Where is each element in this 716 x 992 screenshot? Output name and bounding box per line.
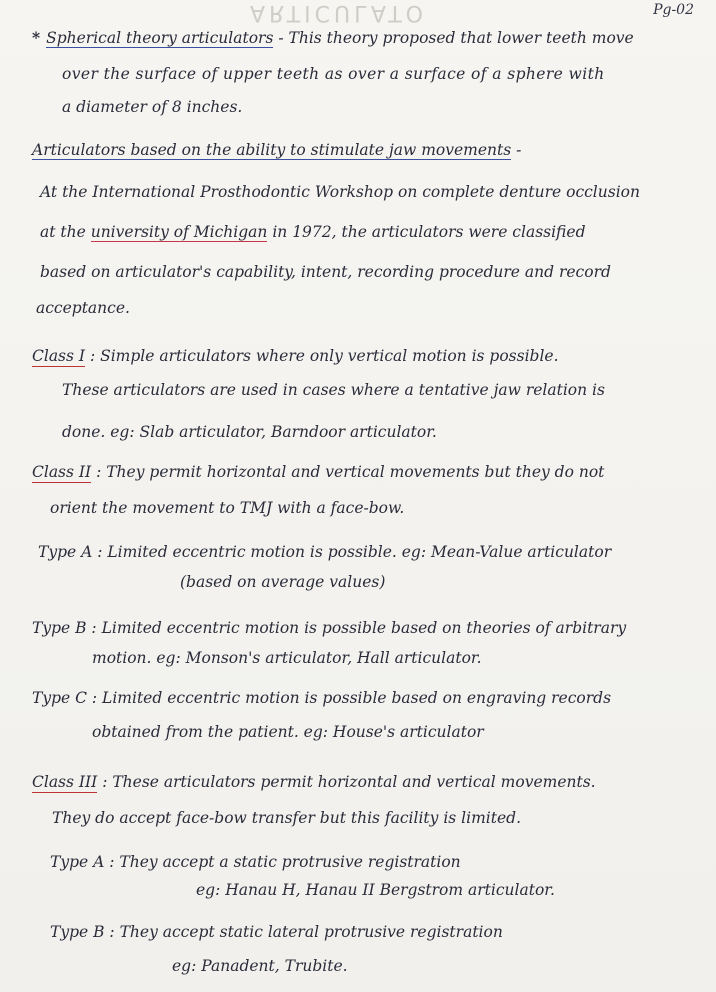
note-line: eg: Hanau H, Hanau II Bergstrom articulator.	[196, 881, 555, 899]
note-line: orient the movement to TMJ with a face-bow.	[50, 499, 405, 517]
note-line: Type A : They accept a static protrusive registration	[50, 853, 461, 871]
page-number: Pg-02	[653, 2, 694, 18]
class-1-label: Class I	[32, 347, 86, 365]
note-line: based on articulator's capability, intent, recording procedure and record	[40, 263, 611, 281]
note-line: Type B : They accept static lateral protrusive registration	[50, 923, 503, 941]
note-line: These articulators are used in cases where a tentative jaw relation is	[62, 381, 605, 399]
note-line: (based on average values)	[180, 573, 386, 591]
note-line: Type A : Limited eccentric motion is possible. eg: Mean-Value articulator	[38, 543, 612, 561]
highlight-university: university of Michigan	[90, 223, 268, 241]
note-line: At the International Prosthodontic Workshop on complete denture occlusion	[40, 183, 640, 201]
note-line	[32, 140, 521, 160]
class-3-label: Class III	[32, 773, 98, 791]
line-text: -	[511, 141, 522, 159]
note-line: eg: Panadent, Trubite.	[172, 957, 348, 975]
bleed-through-text: ARTICULATO	[250, 0, 427, 25]
note-line: Class III : These articulators permit horizontal and vertical movements.	[32, 773, 596, 791]
heading-jaw-movements: Articulators based on the ability to stimulate jaw movements	[32, 141, 512, 159]
note-line: done. eg: Slab articulator, Barndoor articulator.	[62, 423, 437, 441]
line-text: - This theory proposed that lower teeth move	[273, 29, 634, 47]
note-line: Type B : Limited eccentric motion is possible based on theories of arbitrary	[32, 619, 627, 637]
note-line: They do accept face-bow transfer but this facility is limited.	[52, 809, 522, 827]
bullet-star: *	[32, 28, 41, 47]
class-2-label: Class II	[32, 463, 92, 481]
note-line: obtained from the patient. eg: House's articulator	[92, 723, 484, 741]
note-line: motion. eg: Monson's articulator, Hall articulator.	[92, 649, 482, 667]
note-line: at the university of Michigan in 1972, the articulators were classified	[40, 223, 586, 241]
note-line: Type C : Limited eccentric motion is possible based on engraving records	[32, 689, 612, 707]
note-line: a diameter of 8 inches.	[62, 98, 243, 116]
note-line: over the surface of upper teeth as over a surface of a sphere with	[62, 65, 605, 83]
note-line: Class I : Simple articulators where only vertical motion is possible.	[32, 347, 559, 365]
heading-spherical: Spherical theory articulators	[46, 29, 274, 47]
note-line	[32, 28, 634, 48]
note-line: Class II : They permit horizontal and vertical movements but they do not	[32, 463, 605, 481]
note-line: acceptance.	[36, 299, 130, 317]
